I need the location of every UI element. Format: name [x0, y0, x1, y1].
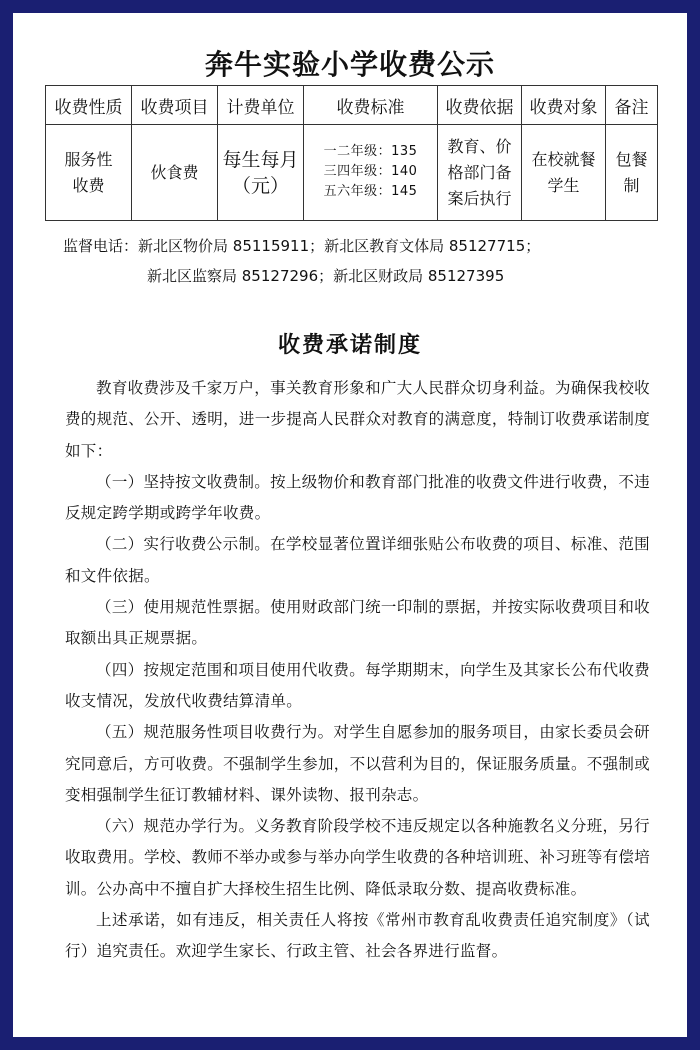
cell-basis: 教育、价 格部门备 案后执行 [438, 125, 522, 221]
cell-unit: 每生每月 （元） [218, 125, 304, 221]
paragraph-intro: 教育收费涉及千家万户，事关教育形象和广大人民群众切身利益。为确保我校收费的规范、公开、透明，进一步提高人民群众对教育的满意度，特制订收费承诺制度如下： [65, 379, 650, 460]
paragraph-2: （二）实行收费公示制。在学校显著位置详细张贴公布收费的项目、标准、范围和文件依据。 [65, 535, 650, 585]
fee-table-header-row [46, 86, 658, 125]
header-unit: 计费单位 [218, 86, 304, 125]
paragraph-3: （三）使用规范性票据。使用财政部门统一印制的票据，并按实际收费项目和收取额出具正规票据。 [65, 598, 650, 648]
cell-standard: 一二年级：135 三四年级：140 五六年级：145 [304, 125, 438, 221]
fee-table-row [46, 125, 658, 221]
header-standard: 收费标准 [304, 86, 438, 125]
header-target: 收费对象 [522, 86, 606, 125]
page-title: 奔牛实验小学收费公示 [204, 48, 495, 81]
cell-item: 伙食费 [132, 125, 218, 221]
paragraph-closing: 上述承诺，如有违反，相关责任人将按《常州市教育乱收费责任追究制度》（试行）追究责任。欢迎学生家长、行政主管、社会各界进行监督。 [65, 911, 650, 961]
paragraph-1: （一）坚持按文收费制。按上级物价和教育部门批准的收费文件进行收费，不违反规定跨学期或跨学年收费。 [65, 472, 650, 523]
contact-line-1: 监督电话：新北区物价局 85115911；新北区教育文体局 85127715； [63, 237, 541, 255]
commitment-text [65, 373, 650, 968]
header-nature: 收费性质 [46, 86, 132, 125]
contact-line-2: 新北区监察局 85127296；新北区财政局 85127395 [147, 267, 505, 285]
notice-sheet [13, 13, 687, 1037]
cell-nature: 服务性 收费 [46, 125, 132, 221]
cell-target: 在校就餐 学生 [522, 125, 606, 221]
header-note: 备注 [606, 86, 658, 125]
paragraph-4: （四）按规定范围和项目使用代收费。每学期期末，向学生及其家长公布代收费收支情况，发放代收费结算清单。 [65, 660, 650, 710]
header-basis: 收费依据 [438, 86, 522, 125]
paragraph-5: （五）规范服务性项目收费行为。对学生自愿参加的服务项目，由家长委员会研究同意后，方可收费。不强制学生参加，不以营利为目的，保证服务质量。不强制或变相强制学生征订教辅材料、课外读物、报刊杂志。 [65, 723, 650, 804]
supervision-contacts [63, 231, 683, 291]
header-item: 收费项目 [132, 86, 218, 125]
section-title: 收费承诺制度 [277, 332, 422, 358]
fee-table [45, 85, 658, 221]
cell-note: 包餐 制 [606, 125, 658, 221]
paragraph-6: （六）规范办学行为。义务教育阶段学校不违反规定以各种施教名义分班，另行收取费用。学校、教师不举办或参与举办向学生收费的各种培训班、补习班等有偿培训。公办高中不擅自扩大择校生招生比例、降低录取分数、提高收费标准。 [65, 817, 650, 898]
